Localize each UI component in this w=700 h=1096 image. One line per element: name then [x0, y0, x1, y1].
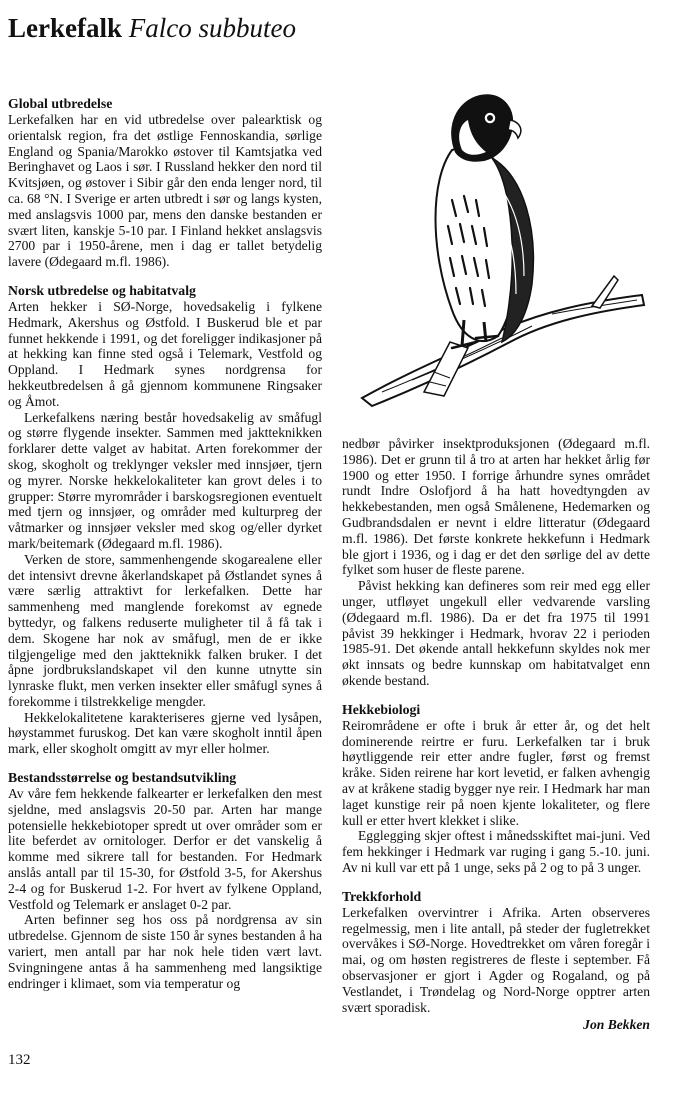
- heading-bestand: Bestandsstørrelse og bestandsutvikling: [8, 770, 237, 786]
- heading-hekke: Hekkebiologi: [342, 701, 421, 717]
- paragraph: Lerkefalken har en vid utbredelse over palearktisk og orientalsk region, fra det østlige Fennoskandia, sørlige England og Spania/Marokko østover til Kamtsjatka ved Beringhavet og Laos i sør. I Russland hekker den nord til Kvitsjøen, og østover i Sibir går den enda lenger nord, til ca. 68 °N. I Sverige er arten utbredt i sør og langs kysten, med anslagsvis 1000 par, mens den danske bestanden er svært liten, kanskje 5-10 par. I Finland hekket anslagsvis 2700 par i 1950-årene, men i dag er tallet betydelig lavere (Ødegaard m.fl. 1986).: [8, 112, 322, 270]
- paragraph: Verken de store, sammenhengende skogarealene eller det intensivt drevne åkerlandskapet på Østlandet synes å være særlig attraktivt for lerkefalken. Dette har sammenheng med manglende forekomst av egnede byttedyr, og falkens reduserte muligheter til å få tak i dem. Skogene har nok av småfugl, men de er ikke tilgjengelige med den jaktteknikk falken bruker. I det åpne jordbrukslandskapet vil den kunne utnytte sin lynraske flukt, men verken insekter eller småfugl synes å forekomme i tilstrekkelige mengder.: [8, 551, 322, 709]
- title-common-name: Lerkefalk: [8, 13, 122, 43]
- title-scientific-name: Falco subbuteo: [128, 13, 296, 43]
- heading-trekk: Trekkforhold: [342, 888, 422, 904]
- heading-norsk: Norsk utbredelse og habitatvalg: [8, 282, 196, 298]
- paragraph: Lerkefalkens næring består hovedsakelig av småfugl og større flygende insekter. Sammen med jaktteknikken forklarer dette valget av habitat. Arten forekommer der skog, skogholt og treklynger veksler med innsjøer, tjern og myrer. Norske hekkelokaliteter kan grovt deles i to grupper: Større myrområder i barskogsregionen eventuelt med tjern og innsjøer, og områder med kulturpreg der våtmarker og innsjøer veksler med skog og/eller dyrket mark/beitemark (Ødegaard m.fl. 1986).: [8, 409, 322, 551]
- page-number: 132: [8, 1052, 31, 1068]
- paragraph: Påvist hekking kan defineres som reir med egg eller unger, utfløyet ungekull eller vedvarende varsling (Ødegaard m.fl. 1986). Da er det fra 1975 til 1991 påvist 39 hekkinger i Hedmark, hvorav 22 i perioden 1985-91. Det økende antall hekkefunn skyldes nok mer økt innsats og bedre kunnskap om habitatvalget enn økende bestand.: [342, 578, 650, 688]
- paragraph: Egglegging skjer oftest i månedsskiftet mai-juni. Ved fem hekkinger i Hedmark var ruging i gang 5.-10. juni. Av ni kull var ett på 1 unge, seks på 2 og to på 3 unger.: [342, 828, 650, 875]
- paragraph: Arten befinner seg hos oss på nordgrensa av sin utbredelse. Gjennom de siste 150 år synes bestanden å ha variert, men antall par har nok hele tiden vært lavt. Svingningene antas å ha sammenheng med langsiktige endringer i klimaet, som via temperatur og: [8, 912, 322, 991]
- page-title: [8, 12, 296, 44]
- paragraph: Lerkefalken overvintrer i Afrika. Arten observeres regelmessig, men i lite antall, på steder der fugletrekket overvåkes i SØ-Norge. Hovedtrekket om våren foregår i mai, og om høsten registreres de fleste i september. Få observasjoner er gjort i Agder og Rogaland, og på Vestlandet, i Trøndelag og Nord-Norge opptrer arten svært sporadisk.: [342, 904, 650, 1015]
- paragraph: Reirområdene er ofte i bruk år etter år, og det helt dominerende reirtre er furu. Lerkefalken tar i bruk høytliggende reir etter andre fugler, først og fremst kråke. Siden reirene har kort levetid, er falken avhengig av at kråkene stadig bygger nye reir. I Hedmark har man laget kunstige reir på noen kjente lokaliteter, og flere kull er etter hvert klekket i slike.: [342, 717, 650, 828]
- author-signature: Jon Bekken: [583, 1017, 650, 1033]
- paragraph: Hekkelokalitetene karakteriseres gjerne ved lysåpen, høystammet furuskog. Det kan være skogholt inntil åpen mark, eller skogholt omgitt av myr eller holmer.: [8, 709, 322, 757]
- paragraph: nedbør påvirker insektproduksjonen (Ødegaard m.fl. 1986). Det er grunn til å tro at arten har hekket årlig før 1900 og etter 1950. I forrige århundre synes området rundt Indre Oslofjord å ha hatt hovedtyngden av hekkebestanden, men også Smålenene, Hedemarken og Gudbrandsdalen er nevnt i eldre litteratur (Ødegaard m.fl. 1986). Det første konkrete hekkefunn i Hedmark ble gjort i 1936, og i dag er det den sørlige del av dette fylket som huser de fleste parene.: [342, 436, 650, 578]
- heading-global: Global utbredelse: [8, 96, 113, 111]
- left-column: [8, 96, 322, 991]
- paragraph: Av våre fem hekkende falkearter er lerkefalken den mest sjeldne, med anslagsvis 20-50 par. Arten har mange potensielle hekkebiotoper spredt ut over områder som er lite beferdet av ornitologer. Derfor er det vanskelig å komme med sikrere tall for bestanden. For Hedmark anslås antall par til 15-30, for Østfold 3-5, for Akershus 2-4 og for Buskerud 1-2. For hvert av fylkene Oppland, Vestfold og Telemark er anslaget 0-2 par.: [8, 786, 322, 912]
- paragraph: Arten hekker i SØ-Norge, hovedsakelig i fylkene Hedmark, Akershus og Østfold. I Buskerud ble et par funnet hekkende i 1991, og det foreligger indikasjoner på at hekking kan finne sted også i Telemark, Vestfold og Oppland. I Hedmark synes nordgrensa for hekkeutbredelsen å gå gjennom kommunene Ringsaker og Åmot.: [8, 298, 322, 409]
- falcon-drawing-icon: [352, 80, 652, 410]
- right-column: [342, 436, 650, 1033]
